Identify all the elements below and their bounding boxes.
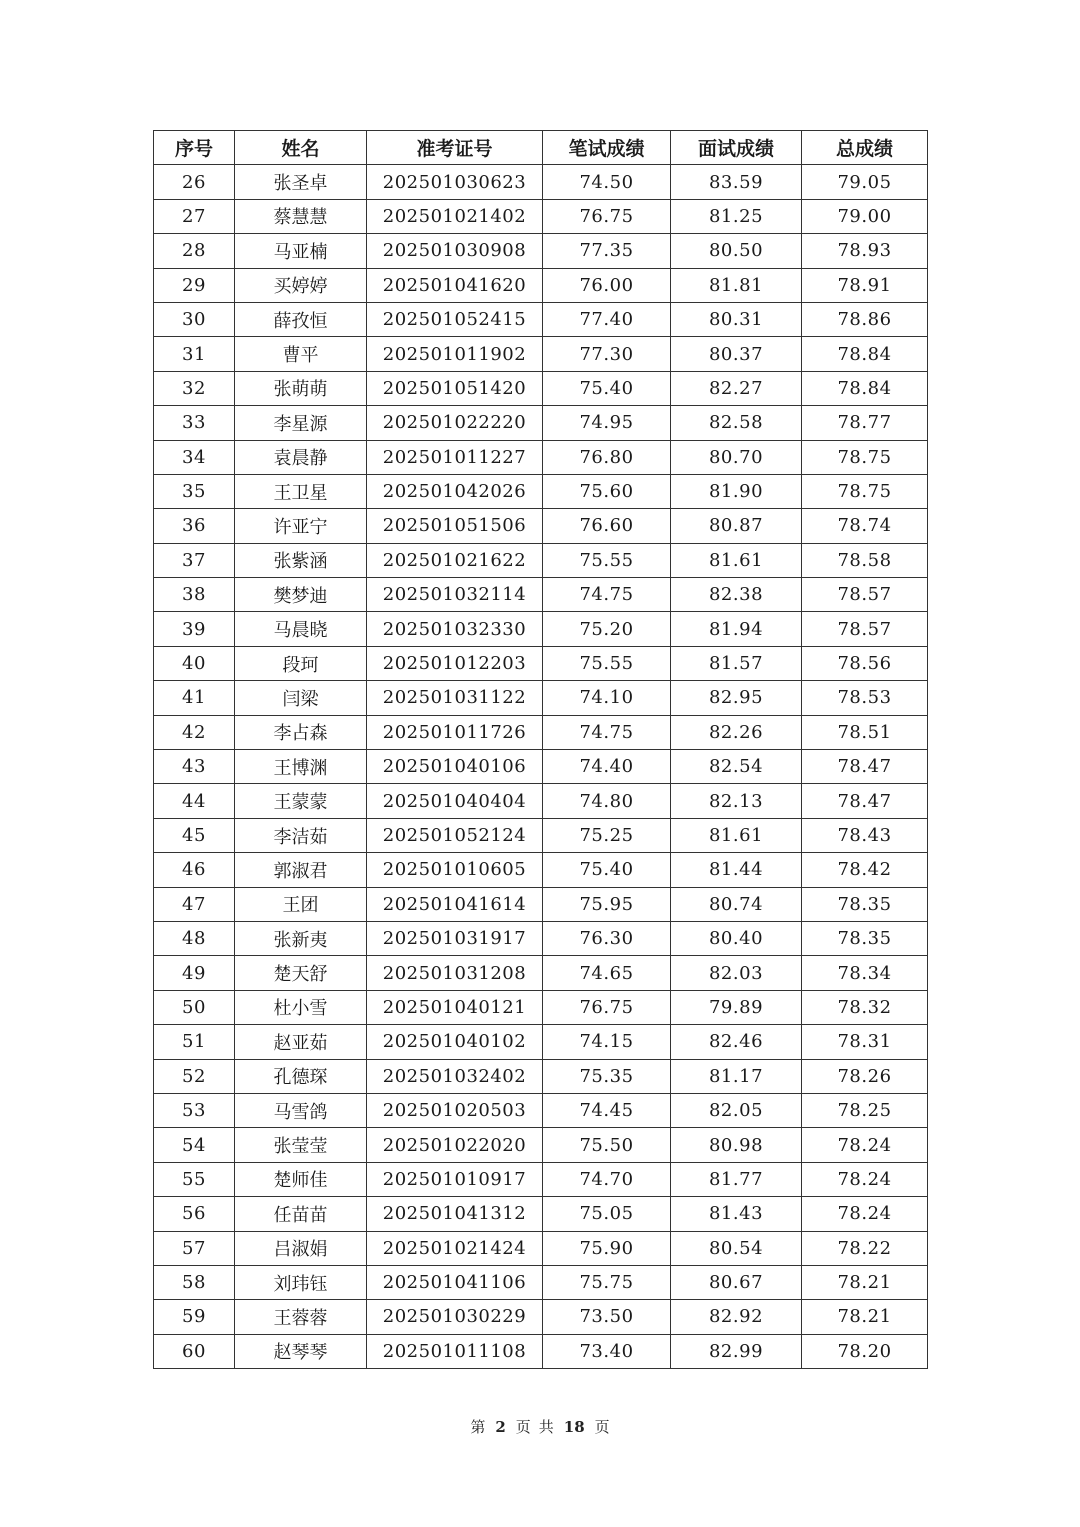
cell-seq: 31: [154, 337, 235, 371]
cell-seq: 39: [154, 612, 235, 646]
table-row: [154, 646, 928, 680]
table-header: [154, 131, 928, 165]
table-row: [154, 921, 928, 955]
table-row: [154, 784, 928, 818]
cell-seq: 42: [154, 715, 235, 749]
table-row: [154, 1334, 928, 1368]
cell-seq: 60: [154, 1334, 235, 1368]
table-row: [154, 199, 928, 233]
header-exam-id: 准考证号: [367, 131, 543, 165]
cell-interview-score: 82.38: [671, 578, 802, 612]
cell-interview-score: 80.98: [671, 1128, 802, 1162]
cell-exam-id: 202501040121: [367, 990, 543, 1024]
cell-exam-id: 202501022020: [367, 1128, 543, 1162]
cell-name: 马晨晓: [235, 612, 367, 646]
cell-exam-id: 202501031917: [367, 921, 543, 955]
table-row: [154, 337, 928, 371]
cell-total-score: 78.75: [802, 440, 928, 474]
cell-seq: 51: [154, 1025, 235, 1059]
footer-total-word: 共: [538, 1418, 554, 1436]
cell-seq: 43: [154, 750, 235, 784]
table-row: [154, 956, 928, 990]
cell-name: 孔德琛: [235, 1059, 367, 1093]
cell-interview-score: 80.70: [671, 440, 802, 474]
cell-name: 张紫涵: [235, 543, 367, 577]
cell-exam-id: 202501051420: [367, 371, 543, 405]
cell-written-score: 75.05: [543, 1197, 671, 1231]
cell-written-score: 75.95: [543, 887, 671, 921]
cell-seq: 47: [154, 887, 235, 921]
cell-interview-score: 83.59: [671, 165, 802, 199]
cell-total-score: 78.47: [802, 784, 928, 818]
table-row: [154, 1197, 928, 1231]
cell-exam-id: 202501021622: [367, 543, 543, 577]
cell-exam-id: 202501031208: [367, 956, 543, 990]
cell-name: 曹平: [235, 337, 367, 371]
cell-total-score: 78.20: [802, 1334, 928, 1368]
cell-name: 李占森: [235, 715, 367, 749]
cell-seq: 33: [154, 406, 235, 440]
cell-name: 王博渊: [235, 750, 367, 784]
cell-written-score: 76.80: [543, 440, 671, 474]
cell-name: 马亚楠: [235, 234, 367, 268]
cell-interview-score: 80.50: [671, 234, 802, 268]
cell-name: 刘玮钰: [235, 1265, 367, 1299]
cell-total-score: 78.34: [802, 956, 928, 990]
cell-exam-id: 202501022220: [367, 406, 543, 440]
cell-seq: 50: [154, 990, 235, 1024]
cell-interview-score: 79.89: [671, 990, 802, 1024]
cell-interview-score: 81.61: [671, 543, 802, 577]
cell-written-score: 75.50: [543, 1128, 671, 1162]
header-seq: 序号: [154, 131, 235, 165]
cell-written-score: 74.70: [543, 1162, 671, 1196]
footer-page-word: 页: [515, 1418, 531, 1436]
cell-exam-id: 202501040404: [367, 784, 543, 818]
cell-exam-id: 202501042026: [367, 474, 543, 508]
cell-interview-score: 80.31: [671, 302, 802, 336]
cell-written-score: 75.35: [543, 1059, 671, 1093]
cell-total-score: 78.51: [802, 715, 928, 749]
cell-seq: 52: [154, 1059, 235, 1093]
cell-seq: 34: [154, 440, 235, 474]
table-row: [154, 1025, 928, 1059]
cell-seq: 58: [154, 1265, 235, 1299]
cell-interview-score: 81.81: [671, 268, 802, 302]
cell-seq: 30: [154, 302, 235, 336]
table-row: [154, 440, 928, 474]
cell-exam-id: 202501040102: [367, 1025, 543, 1059]
cell-total-score: 79.05: [802, 165, 928, 199]
cell-name: 张萌萌: [235, 371, 367, 405]
cell-seq: 55: [154, 1162, 235, 1196]
cell-exam-id: 202501030623: [367, 165, 543, 199]
cell-written-score: 75.55: [543, 646, 671, 680]
cell-interview-score: 82.05: [671, 1093, 802, 1127]
cell-seq: 46: [154, 853, 235, 887]
cell-name: 杜小雪: [235, 990, 367, 1024]
cell-exam-id: 202501011227: [367, 440, 543, 474]
cell-name: 赵琴琴: [235, 1334, 367, 1368]
cell-written-score: 75.55: [543, 543, 671, 577]
cell-written-score: 74.80: [543, 784, 671, 818]
cell-total-score: 78.56: [802, 646, 928, 680]
cell-exam-id: 202501032402: [367, 1059, 543, 1093]
cell-name: 袁晨静: [235, 440, 367, 474]
header-total-score: 总成绩: [802, 131, 928, 165]
cell-total-score: 78.57: [802, 578, 928, 612]
cell-interview-score: 81.57: [671, 646, 802, 680]
cell-written-score: 75.40: [543, 371, 671, 405]
table-row: [154, 1231, 928, 1265]
cell-total-score: 78.24: [802, 1197, 928, 1231]
cell-interview-score: 81.90: [671, 474, 802, 508]
cell-seq: 59: [154, 1300, 235, 1334]
cell-total-score: 78.58: [802, 543, 928, 577]
cell-name: 买婷婷: [235, 268, 367, 302]
cell-name: 郭淑君: [235, 853, 367, 887]
cell-written-score: 74.95: [543, 406, 671, 440]
cell-exam-id: 202501012203: [367, 646, 543, 680]
cell-seq: 41: [154, 681, 235, 715]
cell-written-score: 74.15: [543, 1025, 671, 1059]
table-row: [154, 1300, 928, 1334]
cell-interview-score: 80.74: [671, 887, 802, 921]
cell-total-score: 78.35: [802, 921, 928, 955]
cell-written-score: 74.45: [543, 1093, 671, 1127]
cell-interview-score: 82.95: [671, 681, 802, 715]
table-row: [154, 990, 928, 1024]
footer-total-pages: 18: [563, 1418, 585, 1436]
cell-interview-score: 81.17: [671, 1059, 802, 1093]
table-row: [154, 509, 928, 543]
cell-name: 王蓉蓉: [235, 1300, 367, 1334]
cell-seq: 49: [154, 956, 235, 990]
cell-name: 楚师佳: [235, 1162, 367, 1196]
cell-seq: 26: [154, 165, 235, 199]
cell-interview-score: 81.25: [671, 199, 802, 233]
cell-exam-id: 202501030908: [367, 234, 543, 268]
cell-total-score: 79.00: [802, 199, 928, 233]
header-row: [154, 131, 928, 165]
cell-total-score: 78.21: [802, 1265, 928, 1299]
cell-name: 王团: [235, 887, 367, 921]
cell-name: 张莹莹: [235, 1128, 367, 1162]
cell-exam-id: 202501010917: [367, 1162, 543, 1196]
cell-written-score: 75.75: [543, 1265, 671, 1299]
cell-written-score: 75.20: [543, 612, 671, 646]
cell-name: 张新夷: [235, 921, 367, 955]
cell-total-score: 78.26: [802, 1059, 928, 1093]
table-row: [154, 268, 928, 302]
cell-interview-score: 81.44: [671, 853, 802, 887]
table-row: [154, 887, 928, 921]
cell-total-score: 78.43: [802, 818, 928, 852]
cell-total-score: 78.32: [802, 990, 928, 1024]
table-row: [154, 715, 928, 749]
cell-interview-score: 80.54: [671, 1231, 802, 1265]
cell-total-score: 78.47: [802, 750, 928, 784]
cell-exam-id: 202501010605: [367, 853, 543, 887]
table-row: [154, 578, 928, 612]
cell-written-score: 74.75: [543, 715, 671, 749]
cell-seq: 32: [154, 371, 235, 405]
cell-name: 楚天舒: [235, 956, 367, 990]
cell-seq: 35: [154, 474, 235, 508]
cell-exam-id: 202501052415: [367, 302, 543, 336]
cell-written-score: 76.60: [543, 509, 671, 543]
cell-exam-id: 202501041614: [367, 887, 543, 921]
footer-current-page: 2: [495, 1418, 506, 1436]
cell-total-score: 78.86: [802, 302, 928, 336]
cell-exam-id: 202501052124: [367, 818, 543, 852]
cell-total-score: 78.21: [802, 1300, 928, 1334]
table-row: [154, 1128, 928, 1162]
cell-exam-id: 202501032330: [367, 612, 543, 646]
cell-seq: 45: [154, 818, 235, 852]
cell-interview-score: 82.46: [671, 1025, 802, 1059]
cell-exam-id: 202501021424: [367, 1231, 543, 1265]
table-row: [154, 543, 928, 577]
cell-interview-score: 81.77: [671, 1162, 802, 1196]
cell-written-score: 74.50: [543, 165, 671, 199]
cell-seq: 29: [154, 268, 235, 302]
cell-written-score: 73.50: [543, 1300, 671, 1334]
table-row: [154, 371, 928, 405]
cell-interview-score: 82.03: [671, 956, 802, 990]
table-row: [154, 612, 928, 646]
cell-exam-id: 202501040106: [367, 750, 543, 784]
table-body: [154, 165, 928, 1369]
cell-written-score: 75.90: [543, 1231, 671, 1265]
cell-exam-id: 202501032114: [367, 578, 543, 612]
cell-seq: 57: [154, 1231, 235, 1265]
cell-exam-id: 202501041620: [367, 268, 543, 302]
cell-written-score: 76.00: [543, 268, 671, 302]
cell-interview-score: 81.43: [671, 1197, 802, 1231]
cell-name: 许亚宁: [235, 509, 367, 543]
cell-written-score: 76.30: [543, 921, 671, 955]
cell-interview-score: 82.27: [671, 371, 802, 405]
page-footer: [0, 1416, 1080, 1437]
cell-seq: 37: [154, 543, 235, 577]
table-row: [154, 681, 928, 715]
cell-name: 李洁茹: [235, 818, 367, 852]
cell-interview-score: 81.94: [671, 612, 802, 646]
table-row: [154, 165, 928, 199]
cell-written-score: 74.40: [543, 750, 671, 784]
cell-written-score: 74.65: [543, 956, 671, 990]
cell-name: 马雪鸽: [235, 1093, 367, 1127]
cell-interview-score: 80.87: [671, 509, 802, 543]
cell-total-score: 78.84: [802, 371, 928, 405]
cell-name: 樊梦迪: [235, 578, 367, 612]
cell-written-score: 77.40: [543, 302, 671, 336]
header-name: 姓名: [235, 131, 367, 165]
cell-interview-score: 80.40: [671, 921, 802, 955]
cell-written-score: 76.75: [543, 199, 671, 233]
header-interview-score: 面试成绩: [671, 131, 802, 165]
cell-name: 蔡慧慧: [235, 199, 367, 233]
footer-prefix: 第: [470, 1418, 486, 1436]
cell-seq: 36: [154, 509, 235, 543]
cell-seq: 53: [154, 1093, 235, 1127]
cell-name: 张圣卓: [235, 165, 367, 199]
cell-exam-id: 202501030229: [367, 1300, 543, 1334]
cell-total-score: 78.91: [802, 268, 928, 302]
cell-total-score: 78.75: [802, 474, 928, 508]
cell-interview-score: 81.61: [671, 818, 802, 852]
cell-total-score: 78.24: [802, 1162, 928, 1196]
cell-written-score: 76.75: [543, 990, 671, 1024]
cell-total-score: 78.53: [802, 681, 928, 715]
cell-interview-score: 82.99: [671, 1334, 802, 1368]
table-row: [154, 1059, 928, 1093]
cell-total-score: 78.25: [802, 1093, 928, 1127]
cell-total-score: 78.42: [802, 853, 928, 887]
table-row: [154, 406, 928, 440]
table-row: [154, 234, 928, 268]
cell-interview-score: 82.13: [671, 784, 802, 818]
cell-written-score: 75.60: [543, 474, 671, 508]
cell-total-score: 78.35: [802, 887, 928, 921]
cell-seq: 27: [154, 199, 235, 233]
cell-interview-score: 82.92: [671, 1300, 802, 1334]
table-row: [154, 750, 928, 784]
table-row: [154, 474, 928, 508]
table-row: [154, 853, 928, 887]
cell-interview-score: 82.58: [671, 406, 802, 440]
cell-name: 任苗苗: [235, 1197, 367, 1231]
header-written-score: 笔试成绩: [543, 131, 671, 165]
table-row: [154, 818, 928, 852]
table-row: [154, 302, 928, 336]
cell-name: 王蒙蒙: [235, 784, 367, 818]
table-row: [154, 1265, 928, 1299]
cell-seq: 56: [154, 1197, 235, 1231]
cell-total-score: 78.74: [802, 509, 928, 543]
cell-interview-score: 80.67: [671, 1265, 802, 1299]
cell-exam-id: 202501041312: [367, 1197, 543, 1231]
table-row: [154, 1162, 928, 1196]
cell-name: 王卫星: [235, 474, 367, 508]
cell-total-score: 78.22: [802, 1231, 928, 1265]
cell-written-score: 77.35: [543, 234, 671, 268]
cell-written-score: 73.40: [543, 1334, 671, 1368]
cell-seq: 38: [154, 578, 235, 612]
cell-total-score: 78.57: [802, 612, 928, 646]
cell-name: 闫梁: [235, 681, 367, 715]
cell-name: 李星源: [235, 406, 367, 440]
cell-exam-id: 202501011108: [367, 1334, 543, 1368]
cell-seq: 54: [154, 1128, 235, 1162]
cell-exam-id: 202501041106: [367, 1265, 543, 1299]
cell-seq: 48: [154, 921, 235, 955]
cell-interview-score: 82.26: [671, 715, 802, 749]
footer-suffix: 页: [594, 1418, 610, 1436]
cell-total-score: 78.84: [802, 337, 928, 371]
cell-total-score: 78.31: [802, 1025, 928, 1059]
cell-interview-score: 82.54: [671, 750, 802, 784]
score-table: [153, 130, 928, 1369]
cell-seq: 44: [154, 784, 235, 818]
cell-exam-id: 202501011902: [367, 337, 543, 371]
cell-total-score: 78.24: [802, 1128, 928, 1162]
cell-name: 赵亚茹: [235, 1025, 367, 1059]
cell-exam-id: 202501031122: [367, 681, 543, 715]
cell-seq: 40: [154, 646, 235, 680]
cell-written-score: 75.25: [543, 818, 671, 852]
cell-exam-id: 202501051506: [367, 509, 543, 543]
cell-written-score: 77.30: [543, 337, 671, 371]
cell-name: 吕淑娟: [235, 1231, 367, 1265]
table-row: [154, 1093, 928, 1127]
cell-name: 薛孜恒: [235, 302, 367, 336]
cell-written-score: 74.10: [543, 681, 671, 715]
cell-exam-id: 202501011726: [367, 715, 543, 749]
cell-exam-id: 202501020503: [367, 1093, 543, 1127]
cell-written-score: 74.75: [543, 578, 671, 612]
cell-exam-id: 202501021402: [367, 199, 543, 233]
cell-name: 段珂: [235, 646, 367, 680]
cell-total-score: 78.93: [802, 234, 928, 268]
cell-written-score: 75.40: [543, 853, 671, 887]
cell-interview-score: 80.37: [671, 337, 802, 371]
cell-seq: 28: [154, 234, 235, 268]
cell-total-score: 78.77: [802, 406, 928, 440]
